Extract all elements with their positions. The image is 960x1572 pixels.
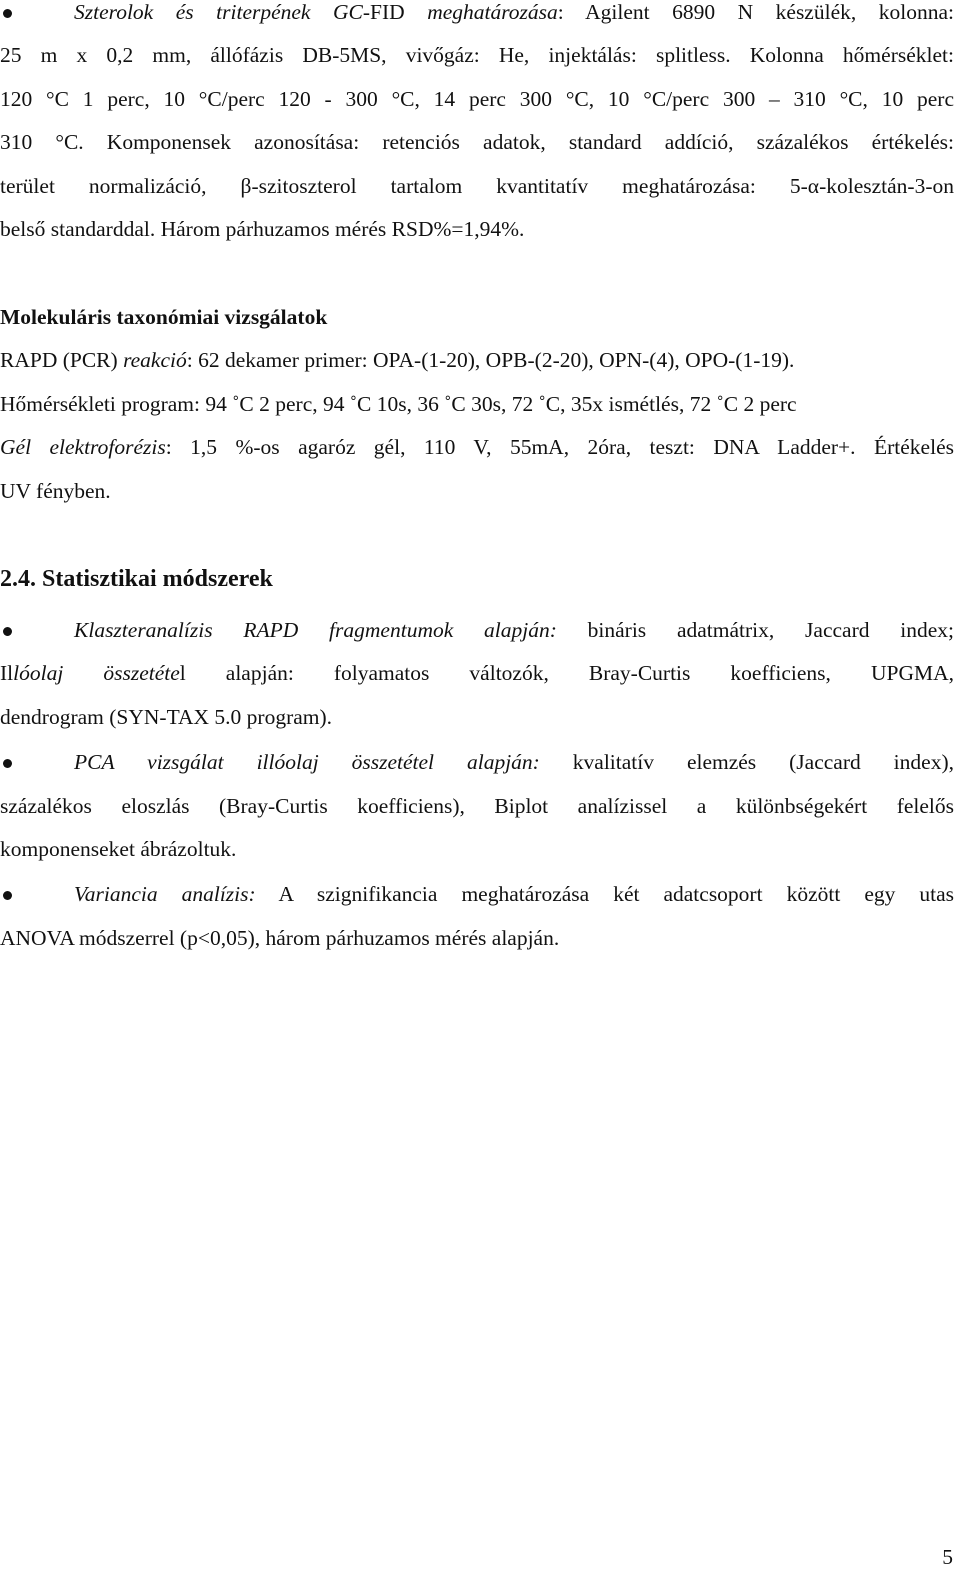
molecular-heading: Molekuláris taxonómiai vizsgálatok [0, 305, 328, 329]
gel-line-2: UV fényben. [0, 479, 111, 503]
rapd-line: RAPD (PCR) reakció: 62 dekamer primer: OPA-(1-20), OPB-(2-20), OPN-(4), OPO-(1-19). [0, 348, 795, 372]
cluster-analysis-line-1: Klaszteranalízis RAPD fragmentumok alapján: bináris adatmátrix, Jaccard index; [74, 618, 954, 642]
bullet-icon [3, 627, 12, 636]
statistics-heading: 2.4. Statisztikai módszerek [0, 566, 273, 592]
gc-line-6: belső standarddal. Három párhuzamos mérés RSD%=1,94%. [0, 217, 525, 241]
anova-line-2: ANOVA módszerrel (p<0,05), három párhuzamos mérés alapján. [0, 926, 560, 950]
gc-line-2: 25 m x 0,2 mm, állófázis DB-5MS, vivőgáz: He, injektálás: splitless. Kolonna hőmérséklet: [0, 43, 954, 67]
page-number: 5 [942, 1545, 953, 1569]
anova-line-1: Variancia analízis: A szignifikancia meghatározása két adatcsoport között egy utas [74, 882, 955, 906]
bullet-icon [3, 759, 12, 768]
gc-line-3: 120 °C 1 perc, 10 °C/perc 120 - 300 °C, 14 perc 300 °C, 10 °C/perc 300 – 310 °C, 10 perc [0, 87, 954, 111]
cluster-analysis-line-2: Illóolaj összetétel alapján: folyamatos változók, Bray-Curtis koefficiens, UPGMA, [0, 661, 954, 685]
gel-line: Gél elektroforézis: 1,5 %-os agaróz gél, 110 V, 55mA, 2óra, teszt: DNA Ladder+. Értékelés [0, 435, 954, 459]
pca-line-3: komponenseket ábrázoltuk. [0, 837, 237, 861]
temperature-program-line: Hőmérsékleti program: 94 ˚C 2 perc, 94 ˚C 10s, 36 ˚C 30s, 72 ˚C, 35x ismétlés, 72 ˚C 2 perc [0, 392, 797, 416]
bullet-icon [3, 891, 12, 900]
pca-line-1: PCA vizsgálat illóolaj összetétel alapján: kvalitatív elemzés (Jaccard index), [74, 750, 954, 774]
pca-line-2: százalékos eloszlás (Bray-Curtis koefficiens), Biplot analízissel a különbségekért felelős [0, 794, 954, 818]
gc-line-5: terület normalizáció, β-szitoszterol tartalom kvantitatív meghatározása: 5-α-kolesztán-3-on [0, 174, 954, 198]
gc-line-4: 310 °C. Komponensek azonosítása: retenciós adatok, standard addíció, százalékos értékelés: [0, 130, 954, 154]
cluster-analysis-line-3: dendrogram (SYN-TAX 5.0 program). [0, 705, 333, 729]
gc-line-1: Szterolok és triterpének GC-FID meghatározása: Agilent 6890 N készülék, kolonna: [74, 0, 954, 24]
bullet-icon [3, 9, 12, 18]
